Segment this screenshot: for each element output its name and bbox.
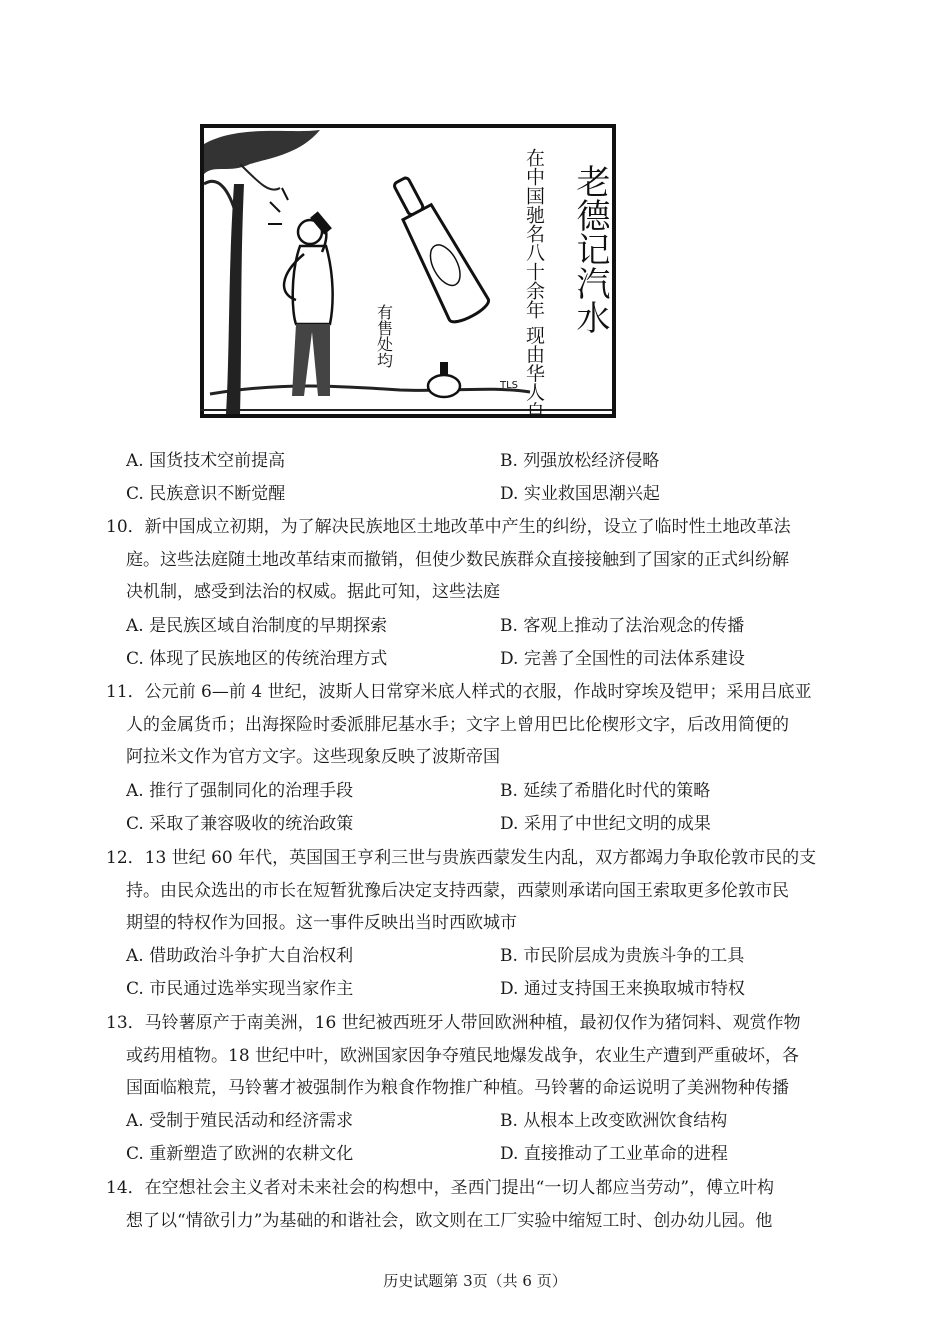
question-12 (106, 842, 866, 940)
q12-option-c[interactable]: C. 市民通过选举实现当家作主 (126, 979, 354, 999)
question-text-line: 期望的特权作为回报。这一事件反映出当时西欧城市 (126, 913, 517, 934)
q10-option-row-2 (126, 649, 745, 669)
q13-option-row-1 (126, 1111, 728, 1131)
question-text-line: 14．在空想社会主义者对未来社会的构想中，圣西门提出“一切人都应当劳动”，傅立叶构 (106, 1178, 775, 1198)
question-text-line: 庭。这些法庭随土地改革结束而撤销，但使少数民族群众直接接触到了国家的正式纠纷解 (126, 549, 789, 570)
question-text-line: 11．公元前 6—前 4 世纪，波斯人日常穿米底人样式的衣服，作战时穿埃及铠甲；采用吕底亚 (106, 682, 812, 702)
question-14 (106, 1172, 866, 1237)
question-text-line: 决机制，感受到法治的权威。据此可知，这些法庭 (126, 582, 500, 603)
q11-option-a[interactable]: A. 推行了强制同化的治理手段 (126, 781, 354, 801)
question-11 (106, 676, 866, 774)
question-text-line: 持。由民众选出的市长在短暂犹豫后决定支持西蒙，西蒙则承诺向国王索取更多伦敦市民 (126, 880, 789, 901)
q10-option-a[interactable]: A. 是民族区域自治制度的早期探索 (126, 616, 388, 636)
q9-option-row-2 (126, 484, 660, 504)
q11-option-c[interactable]: C. 采取了兼容吸收的统治政策 (126, 814, 354, 834)
q13-option-d[interactable]: D. 直接推动了工业革命的进程 (500, 1144, 728, 1164)
q12-option-row-2 (126, 979, 745, 999)
cartoon-side-text: 在中国驰名八十余年 现由华人自办完全国货 (523, 148, 545, 418)
q13-option-a[interactable]: A. 受制于殖民活动和经济需求 (126, 1111, 354, 1131)
q13-option-row-2 (126, 1144, 728, 1164)
cartoon-illustration (200, 124, 616, 418)
question-text-line: 想了以“情欲引力”为基础的和谐社会，欧文则在工厂实验中缩短工时、创办幼儿园。他 (126, 1210, 773, 1231)
question-text-line: 12．13 世纪 60 年代，英国国王亨利三世与贵族西蒙发生内乱，双方都竭力争取伦敦市民的支 (106, 848, 817, 868)
q9-option-d[interactable]: D. 实业救国思潮兴起 (500, 484, 660, 504)
cartoon-mark: TLS (500, 380, 519, 391)
q9-option-b[interactable]: B. 列强放松经济侵略 (500, 451, 660, 471)
q9-option-row-1 (126, 451, 660, 471)
page-footer: 历史试题第 3页（共 6 页） (383, 1272, 567, 1290)
q10-option-row-1 (126, 616, 745, 636)
cartoon-bottom-text: 有售处均 (374, 304, 394, 368)
q11-option-b[interactable]: B. 延续了希腊化时代的策略 (500, 781, 711, 801)
q13-option-b[interactable]: B. 从根本上改变欧洲饮食结构 (500, 1111, 728, 1131)
q9-option-c[interactable]: C. 民族意识不断觉醒 (126, 484, 286, 504)
question-10 (106, 511, 866, 609)
q13-option-c[interactable]: C. 重新塑造了欧洲的农耕文化 (126, 1144, 354, 1164)
q12-option-a[interactable]: A. 借助政治斗争扩大自治权利 (126, 946, 354, 966)
question-text-line: 国面临粮荒，马铃薯才被强制作为粮食作物推广种植。马铃薯的命运说明了美洲物种传播 (126, 1078, 789, 1099)
question-13 (106, 1007, 866, 1105)
question-text-line: 阿拉米文作为官方文字。这些现象反映了波斯帝国 (126, 747, 500, 768)
q10-option-c[interactable]: C. 体现了民族地区的传统治理方式 (126, 649, 388, 669)
q10-option-d[interactable]: D. 完善了全国性的司法体系建设 (500, 649, 745, 669)
question-text-line: 人的金属货币；出海探险时委派腓尼基水手；文字上曾用巴比伦楔形文字，后改用简便的 (126, 714, 789, 735)
q12-option-b[interactable]: B. 市民阶层成为贵族斗争的工具 (500, 946, 745, 966)
question-text-line: 或药用植物。18 世纪中叶，欧洲国家因争夺殖民地爆发战争，农业生产遭到严重破坏，各 (126, 1045, 800, 1066)
q9-option-a[interactable]: A. 国货技术空前提高 (126, 451, 286, 471)
q11-option-d[interactable]: D. 采用了中世纪文明的成果 (500, 814, 711, 834)
question-text-line: 13．马铃薯原产于南美洲，16 世纪被西班牙人带回欧洲种植，最初仅作为猪饲料、观赏作物 (106, 1013, 801, 1033)
q12-option-row-1 (126, 946, 745, 966)
q12-option-d[interactable]: D. 通过支持国王来换取城市特权 (500, 979, 745, 999)
question-text-line: 10．新中国成立初期，为了解决民族地区土地改革中产生的纠纷，设立了临时性土地改革法 (106, 517, 791, 537)
cartoon-title-text: 老德记汽水 (570, 164, 610, 334)
q11-option-row-2 (126, 814, 711, 834)
q10-option-b[interactable]: B. 客观上推动了法治观念的传播 (500, 616, 745, 636)
q11-option-row-1 (126, 781, 711, 801)
